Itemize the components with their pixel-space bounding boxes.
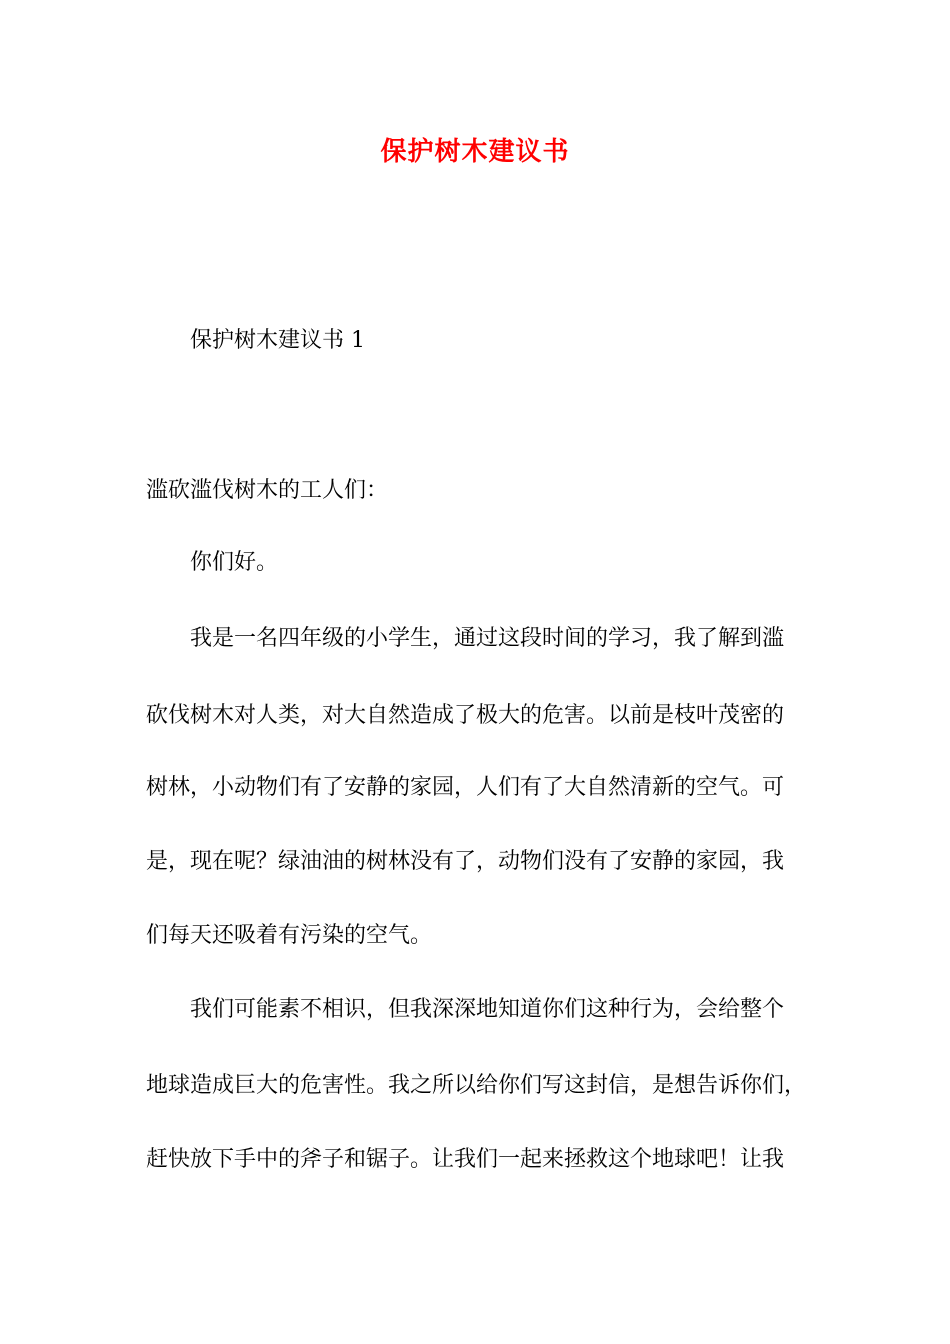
paragraph-line: 赶快放下手中的斧子和锯子。让我们一起来拯救这个地球吧！让我 <box>146 1147 785 1172</box>
paragraph-line: 我是一名四年级的小学生，通过这段时间的学习，我了解到滥 <box>190 626 785 651</box>
salutation: 滥砍滥伐树木的工人们： <box>146 478 389 503</box>
paragraph-line: 们每天还吸着有污染的空气。 <box>146 923 433 948</box>
paragraph-line: 树林，小动物们有了安静的家园，人们有了大自然清新的空气。可 <box>146 775 785 800</box>
greeting: 你们好。 <box>190 550 279 575</box>
document-title: 保护树木建议书 <box>380 137 570 167</box>
paragraph-line: 砍伐树木对人类，对大自然造成了极大的危害。以前是枝叶茂密的 <box>146 703 785 728</box>
paragraph-line: 地球造成巨大的危害性。我之所以给你们写这封信，是想告诉你们， <box>146 1073 807 1098</box>
section-heading: 保护树木建议书 1 <box>190 328 365 353</box>
paragraph-line: 我们可能素不相识，但我深深地知道你们这种行为，会给整个 <box>190 997 785 1022</box>
paragraph-line: 是，现在呢？绿油油的树林没有了，动物们没有了安静的家园，我 <box>146 849 785 874</box>
